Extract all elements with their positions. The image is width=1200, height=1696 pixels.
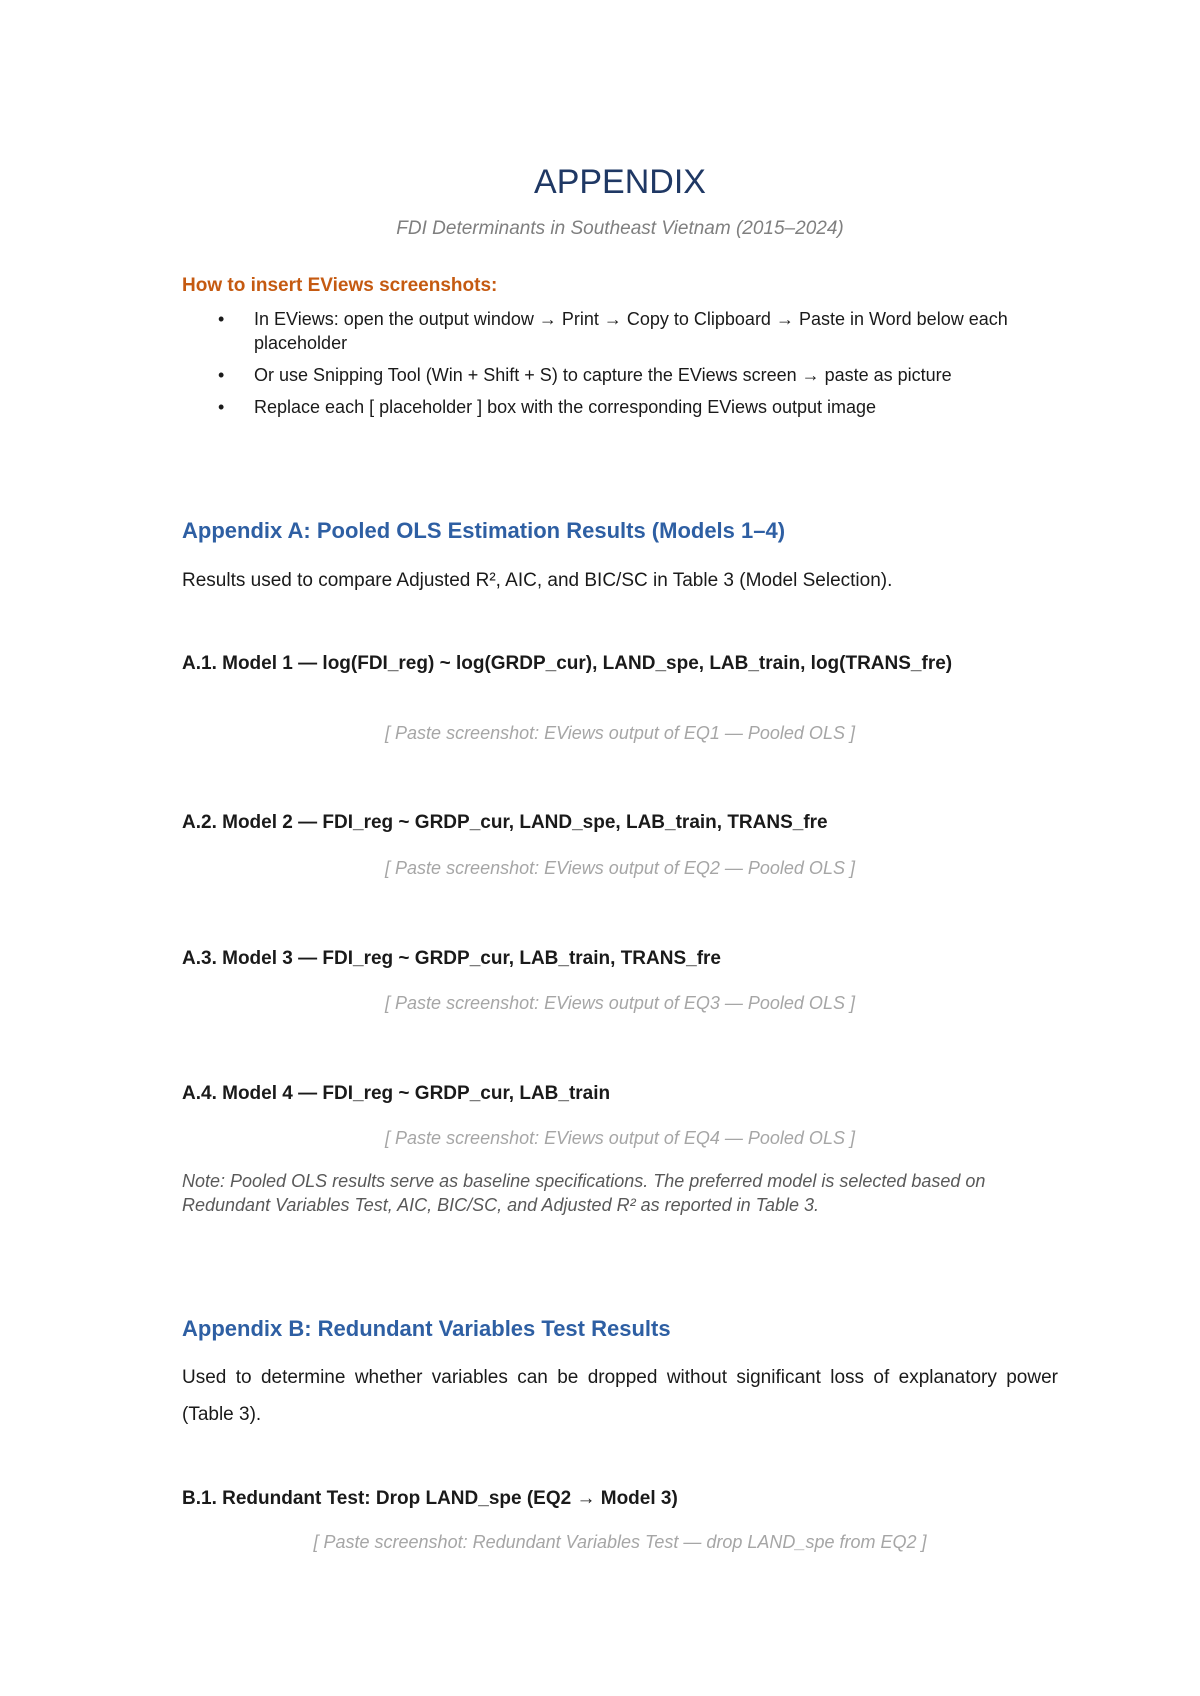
- model-3-heading: A.3. Model 3 — FDI_reg ~ GRDP_cur, LAB_train, TRANS_fre: [182, 948, 721, 969]
- howto-item-text: Replace each [ placeholder ] box with the corresponding EViews output image: [254, 397, 877, 417]
- model-3-screenshot-placeholder: [ Paste screenshot: EViews output of EQ3 — Pooled OLS ]: [385, 993, 855, 1013]
- model-4-screenshot-placeholder: [ Paste screenshot: EViews output of EQ4 — Pooled OLS ]: [385, 1128, 855, 1148]
- model-1-screenshot-placeholder: [ Paste screenshot: EViews output of EQ1 — Pooled OLS ]: [385, 723, 855, 743]
- test-b1-screenshot-placeholder: [ Paste screenshot: Redundant Variables Test — drop LAND_spe from EQ2 ]: [313, 1532, 927, 1552]
- appendix-b-heading: Appendix B: Redundant Variables Test Results: [182, 1316, 671, 1341]
- howto-list: [182, 307, 1058, 427]
- bullet-icon: •: [218, 397, 225, 417]
- model-2-heading: A.2. Model 2 — FDI_reg ~ GRDP_cur, LAND_spe, LAB_train, TRANS_fre: [182, 812, 828, 833]
- appendix-subtitle: FDI Determinants in Southeast Vietnam (2015–2024): [396, 218, 844, 239]
- howto-item-text: In EViews: open the output window → Print → Copy to Clipboard → Paste in Word below each placeholder: [254, 309, 1008, 353]
- test-b1-heading: B.1. Redundant Test: Drop LAND_spe (EQ2 → Model 3): [182, 1488, 678, 1509]
- bullet-icon: •: [218, 365, 225, 385]
- howto-item: [182, 395, 1058, 419]
- model-4-heading: A.4. Model 4 — FDI_reg ~ GRDP_cur, LAB_train: [182, 1083, 611, 1104]
- howto-item-text: Or use Snipping Tool (Win + Shift + S) to capture the EViews screen → paste as picture: [254, 365, 952, 385]
- howto-item: [182, 307, 1058, 355]
- appendix-title: APPENDIX: [534, 163, 706, 201]
- appendix-a-intro: Results used to compare Adjusted R², AIC, and BIC/SC in Table 3 (Model Selection).: [182, 570, 893, 591]
- appendix-a-note: Note: Pooled OLS results serve as baseline specifications. The preferred model is selected based on Redundant Variables Test, AIC, BIC/SC, and Adjusted R² as reported in Table 3.: [182, 1171, 986, 1215]
- model-1-heading: A.1. Model 1 — log(FDI_reg) ~ log(GRDP_cur), LAND_spe, LAB_train, log(TRANS_fre): [182, 653, 953, 674]
- bullet-icon: •: [218, 309, 225, 329]
- appendix-b-intro: Used to determine whether variables can be dropped without significant loss of explanatory power (Table 3).: [182, 1367, 1058, 1425]
- appendix-a-heading: Appendix A: Pooled OLS Estimation Results (Models 1–4): [182, 518, 786, 543]
- howto-heading: How to insert EViews screenshots:: [182, 275, 498, 296]
- model-2-screenshot-placeholder: [ Paste screenshot: EViews output of EQ2 — Pooled OLS ]: [385, 858, 855, 878]
- howto-item: [182, 363, 1058, 387]
